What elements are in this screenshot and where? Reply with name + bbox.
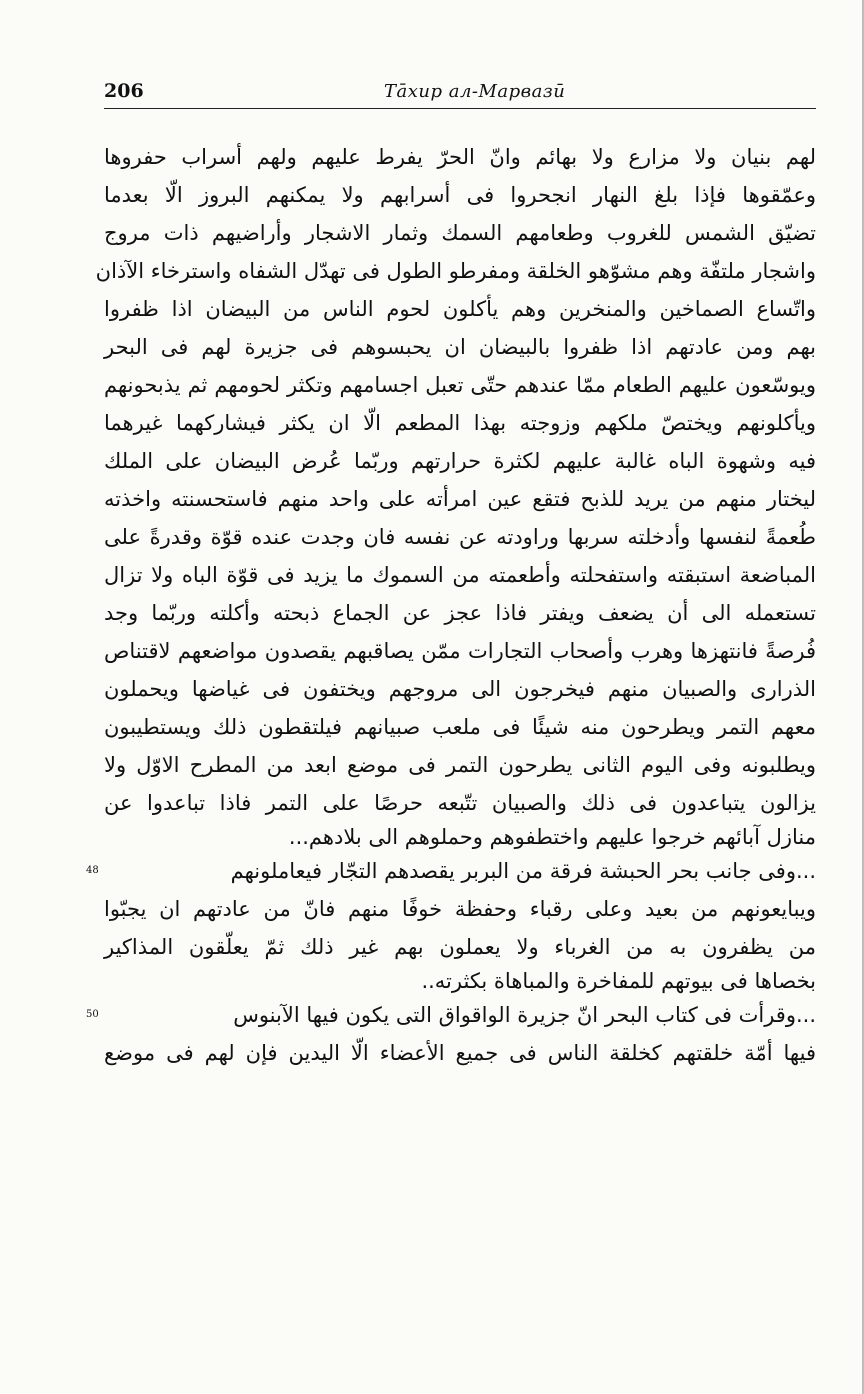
text-line-content: لهم بنيان ولا مزارع ولا بهائم وانّ الحرّ يفرط عليهم ولهم أسراب حفروها (104, 145, 816, 169)
text-line-content: المباضعة استبقته واستفحلته وأطعمته من السموك ما يزيد فى قوّة الباه ولا تزال (104, 563, 816, 587)
text-line (104, 480, 816, 518)
text-line-content: فيه وشهوة الباه غالبة عليهم لكثرة حرارتهم وربّما عُرض البيضان على الملك (104, 449, 816, 473)
text-line (104, 966, 816, 996)
text-line (104, 632, 816, 670)
text-line (104, 746, 816, 784)
text-line (86, 852, 816, 890)
text-line-content: ليختار منهم من يريد للذبح فتقع عين امرأته على واحد منهم فاستحسنته واخذته (104, 487, 816, 511)
text-line-content: ويوسّعون عليهم الطعام ممّا عندهم حتّى تعبل اجسامهم وتكثر لحومهم ثم يذبحونهم (104, 373, 816, 397)
margin-section-number: 50 (86, 1009, 99, 1020)
text-line-content: الذرارى والصبيان منهم فيخرجون الى مروجهم ويختفون فى غياضها ويحملون (104, 677, 816, 701)
text-line (104, 708, 816, 746)
text-line (104, 890, 816, 928)
text-line (104, 822, 816, 852)
text-line-content: منازل آبائهم خرجوا عليهم واختطفوهم وحملوهم الى بلادهم... (288, 825, 816, 849)
text-line-content: تستعمله الى أن يضعف ويفتر فاذا عجز عن الجماع ذبحته وأكلته وربّما وجد (104, 601, 816, 625)
text-line (104, 214, 816, 252)
text-line-content: وعمّقوها فإذا بلغ النهار انجحروا فى أسرابهم ولا يمكنهم البروز الّا بعدما (104, 183, 816, 207)
text-line-content: واتّساع الصماخين والمنخرين وهم يأكلون لحوم الناس من البيضان اذا ظفروا (104, 297, 816, 321)
text-line-content: فُرصةً فانتهزها وهرب وأصحاب التجارات ممّن يصاقبهم يقصدون مواضعهم لاقتناص (104, 639, 816, 663)
text-line (104, 442, 816, 480)
text-line (95, 252, 816, 290)
page-header (104, 80, 810, 108)
text-line-content: من يظفرون به من الغرباء ولا يعملون بهم غير ذلك ثمّ يعلّقون المذاكير (104, 935, 816, 959)
text-line (104, 366, 816, 404)
text-line-content: بخصاها فى بيوتهم للمفاخرة والمباهاة بكثرته.. (421, 969, 816, 993)
text-line (104, 176, 816, 214)
text-line-content: فيها أمّة خلقتهم كخلقة الناس فى جميع الأعضاء الّا اليدين فإن لهم فى موضع (104, 1041, 816, 1065)
text-line-content: طُعمةً لنفسها وأدخلته سربها وراودته عن نفسه فان وجدت عنده قوّة وقدرةً على (104, 525, 816, 549)
margin-section-number: 48 (86, 865, 99, 876)
text-line-content: بهم ومن عادتهم اذا ظفروا بالبيضان ان يحبسوهم فى جزيرة لهم فى البحر (104, 335, 816, 359)
page-number: 206 (104, 80, 144, 102)
text-line (104, 404, 816, 442)
text-line-content: ويبايعونهم من بعيد وعلى رقباء وحفظة خوفًا منهم فانّ من عادتهم ان يجبّوا (104, 897, 816, 921)
text-line (104, 138, 816, 176)
text-line (104, 928, 816, 966)
text-line-content: ...وفى جانب بحر الحبشة فرقة من البربر يقصدهم التجّار فيعاملونهم (230, 859, 816, 883)
text-line-content: واشجار ملتفّة وهم مشوّهو الخلقة ومفرطو الطول فى تهدّل الشفاه واسترخاء الآذان (95, 259, 816, 283)
text-line (104, 328, 816, 366)
header-rule (104, 108, 816, 109)
text-line (104, 1034, 816, 1072)
text-line-content: ويأكلونهم ويختصّ ملكهم وزوجته بهذا المطعم الّا ان يكثر فيشاركهما غيرهما (104, 411, 816, 435)
text-line-content: يزالون يتباعدون فى ذلك والصبيان تتّبعه حرصًا على التمر فاذا تباعدوا عن (104, 791, 816, 815)
text-line-content: ...وقرأت فى كتاب البحر انّ جزيرة الواقواق التى يكون فيها الآبنوس (233, 1003, 816, 1027)
body-text (86, 138, 816, 1072)
text-line-content: معهم التمر ويطرحون منه شيئًا فى ملعب صبيانهم فيلتقطون ذلك ويستطيبون (104, 715, 816, 739)
running-title: Тāхир ал-Марвазӣ (384, 81, 566, 102)
text-line (86, 996, 816, 1034)
text-line (104, 594, 816, 632)
text-line (104, 556, 816, 594)
text-line (104, 670, 816, 708)
text-line-content: تضيّق الشمس للغروب وطعامهم السمك وثمار الاشجار وأراضيهم ذات مروج (104, 221, 816, 245)
text-line-content: ويطلبونه وفى اليوم الثانى يطرحون التمر فى موضع ابعد من المطرح الاوّل ولا (104, 753, 816, 777)
text-line (104, 290, 816, 328)
text-line (104, 784, 816, 822)
text-line (104, 518, 816, 556)
